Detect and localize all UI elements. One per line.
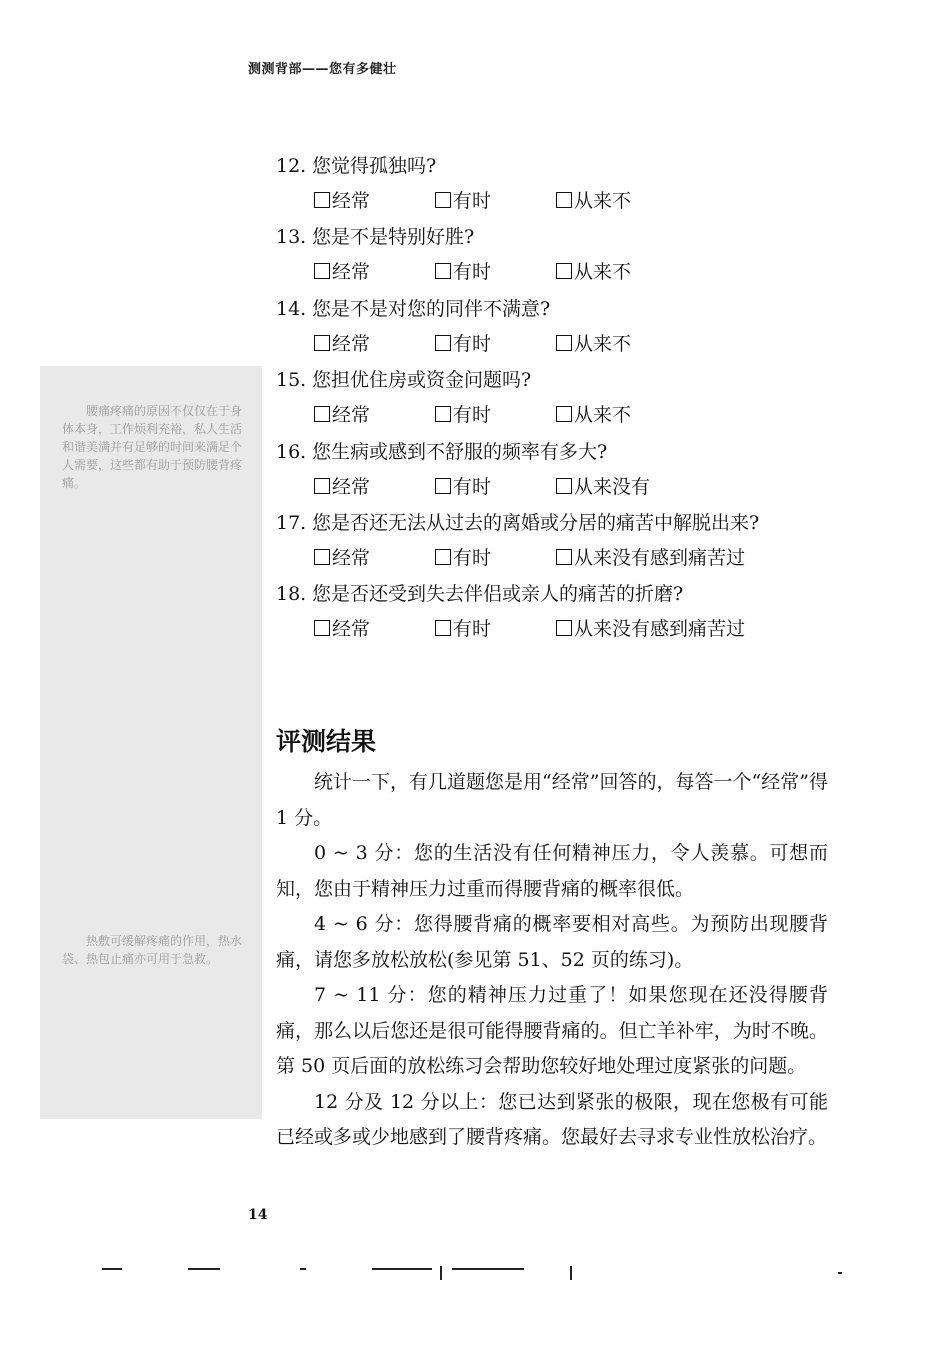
checkbox-icon[interactable]	[435, 406, 451, 422]
scan-artifact	[440, 1266, 442, 1280]
answer-options	[276, 255, 876, 290]
option-sometimes[interactable]: 有时	[435, 612, 556, 647]
question-item	[276, 219, 876, 290]
question-text	[276, 505, 876, 541]
option-often[interactable]: 经常	[314, 255, 435, 290]
checkbox-icon[interactable]	[556, 549, 572, 565]
question-number: 18.	[276, 583, 307, 606]
question-label: 您生病或感到不舒服的频率有多大?	[312, 440, 608, 463]
checkbox-icon[interactable]	[435, 620, 451, 636]
sidebar-note-stress: 腰痛疼痛的原因不仅仅在于身体本身，工作烦利充裕，私人生活和谐美满并有足够的时间来满足个人需要，这些都有助于预防腰背疼痛。	[62, 404, 243, 490]
page-number: 14	[248, 1207, 268, 1223]
question-list	[276, 148, 876, 648]
question-number: 15.	[276, 369, 307, 392]
question-text	[276, 434, 876, 470]
checkbox-icon[interactable]	[556, 263, 572, 279]
checkbox-icon[interactable]	[556, 406, 572, 422]
checkbox-icon[interactable]	[314, 192, 330, 208]
checkbox-icon[interactable]	[314, 335, 330, 351]
question-number: 14.	[276, 297, 307, 320]
results-paragraph: 12 分及 12 分以上：您已达到紧张的极限，现在您极有可能已经或多或少地感到了腰背疼痛。您最好去寻求专业性放松治疗。	[276, 1090, 828, 1148]
option-often[interactable]: 经常	[314, 184, 435, 219]
results-paragraph: 统计一下，有几道题您是用“经常”回答的，每答一个“经常”得 1 分。	[276, 771, 828, 829]
scan-artifact	[452, 1268, 524, 1270]
running-header: 测测背部——您有多健壮	[248, 62, 397, 77]
option-often[interactable]: 经常	[314, 612, 435, 647]
question-number: 16.	[276, 440, 307, 463]
question-label: 您是否还无法从过去的离婚或分居的痛苦中解脱出来?	[312, 511, 760, 534]
question-text	[276, 291, 876, 327]
answer-options	[276, 612, 876, 647]
option-never[interactable]: 从来不	[556, 255, 631, 290]
results-paragraph: 4 ~ 6 分：您得腰背痛的概率要相对高些。为预防出现腰背痛，请您多放松放松(参见第 51、52 页的练习)。	[276, 913, 828, 971]
checkbox-icon[interactable]	[314, 620, 330, 636]
option-sometimes[interactable]: 有时	[435, 470, 556, 505]
checkbox-icon[interactable]	[435, 192, 451, 208]
option-never[interactable]: 从来不	[556, 327, 631, 362]
option-often[interactable]: 经常	[314, 327, 435, 362]
option-sometimes[interactable]: 有时	[435, 327, 556, 362]
question-item	[276, 291, 876, 362]
checkbox-icon[interactable]	[556, 335, 572, 351]
results-paragraph: 7 ~ 11 分：您的精神压力过重了！如果您现在还没得腰背痛，那么以后您还是很可能得腰背痛的。但亡羊补牢，为时不晚。第 50 页后面的放松练习会帮助您较好地处理过度紧张的问题。	[276, 984, 828, 1077]
checkbox-icon[interactable]	[314, 478, 330, 494]
sidebar-note-heat: 热敷可缓解疼痛的作用，热水袋、热包止痛亦可用于急救。	[62, 934, 243, 966]
question-label: 您是不是特别好胜?	[312, 226, 475, 249]
results-heading: 评测结果	[276, 727, 377, 756]
scan-artifact	[838, 1272, 842, 1274]
option-sometimes[interactable]: 有时	[435, 398, 556, 433]
question-item	[276, 434, 876, 505]
question-label: 您是否还受到失去伴侣或亲人的痛苦的折磨?	[312, 583, 684, 606]
question-number: 13.	[276, 226, 307, 249]
checkbox-icon[interactable]	[435, 335, 451, 351]
question-item	[276, 505, 876, 576]
answer-options	[276, 541, 876, 576]
scan-artifact	[570, 1266, 572, 1280]
answer-options	[276, 184, 876, 219]
scan-artifact	[300, 1268, 306, 1270]
question-item	[276, 148, 876, 219]
scan-artifact	[372, 1268, 432, 1270]
checkbox-icon[interactable]	[435, 549, 451, 565]
question-label: 您是不是对您的同伴不满意?	[312, 297, 551, 320]
question-item	[276, 576, 876, 647]
results-paragraph: 0 ~ 3 分：您的生活没有任何精神压力，令人羡慕。可想而知，您由于精神压力过重而得腰背痛的概率很低。	[276, 842, 828, 900]
question-item	[276, 362, 876, 433]
option-often[interactable]: 经常	[314, 398, 435, 433]
option-never[interactable]: 从来不	[556, 184, 631, 219]
question-text	[276, 148, 876, 184]
checkbox-icon[interactable]	[314, 263, 330, 279]
checkbox-icon[interactable]	[556, 620, 572, 636]
question-label: 您担优住房或资金问题吗?	[312, 369, 532, 392]
checkbox-icon[interactable]	[556, 192, 572, 208]
question-number: 12.	[276, 155, 307, 177]
question-text	[276, 576, 876, 612]
answer-options	[276, 398, 876, 433]
question-number: 17.	[276, 511, 307, 534]
option-never[interactable]: 从来没有感到痛苦过	[556, 541, 745, 576]
answer-options	[276, 470, 876, 505]
option-never[interactable]: 从来不	[556, 398, 631, 433]
checkbox-icon[interactable]	[435, 263, 451, 279]
checkbox-icon[interactable]	[314, 549, 330, 565]
question-text	[276, 362, 876, 398]
option-often[interactable]: 经常	[314, 541, 435, 576]
checkbox-icon[interactable]	[556, 478, 572, 494]
answer-options	[276, 327, 876, 362]
option-sometimes[interactable]: 有时	[435, 541, 556, 576]
option-never[interactable]: 从来没有感到痛苦过	[556, 612, 745, 647]
scan-artifact	[102, 1268, 122, 1270]
question-text	[276, 219, 876, 255]
checkbox-icon[interactable]	[314, 406, 330, 422]
scan-artifact	[188, 1268, 220, 1270]
option-often[interactable]: 经常	[314, 470, 435, 505]
option-sometimes[interactable]: 有时	[435, 184, 556, 219]
checkbox-icon[interactable]	[435, 478, 451, 494]
results-body	[276, 765, 828, 1156]
question-label: 您觉得孤独吗?	[312, 155, 437, 177]
option-never[interactable]: 从来没有	[556, 470, 650, 505]
option-sometimes[interactable]: 有时	[435, 255, 556, 290]
